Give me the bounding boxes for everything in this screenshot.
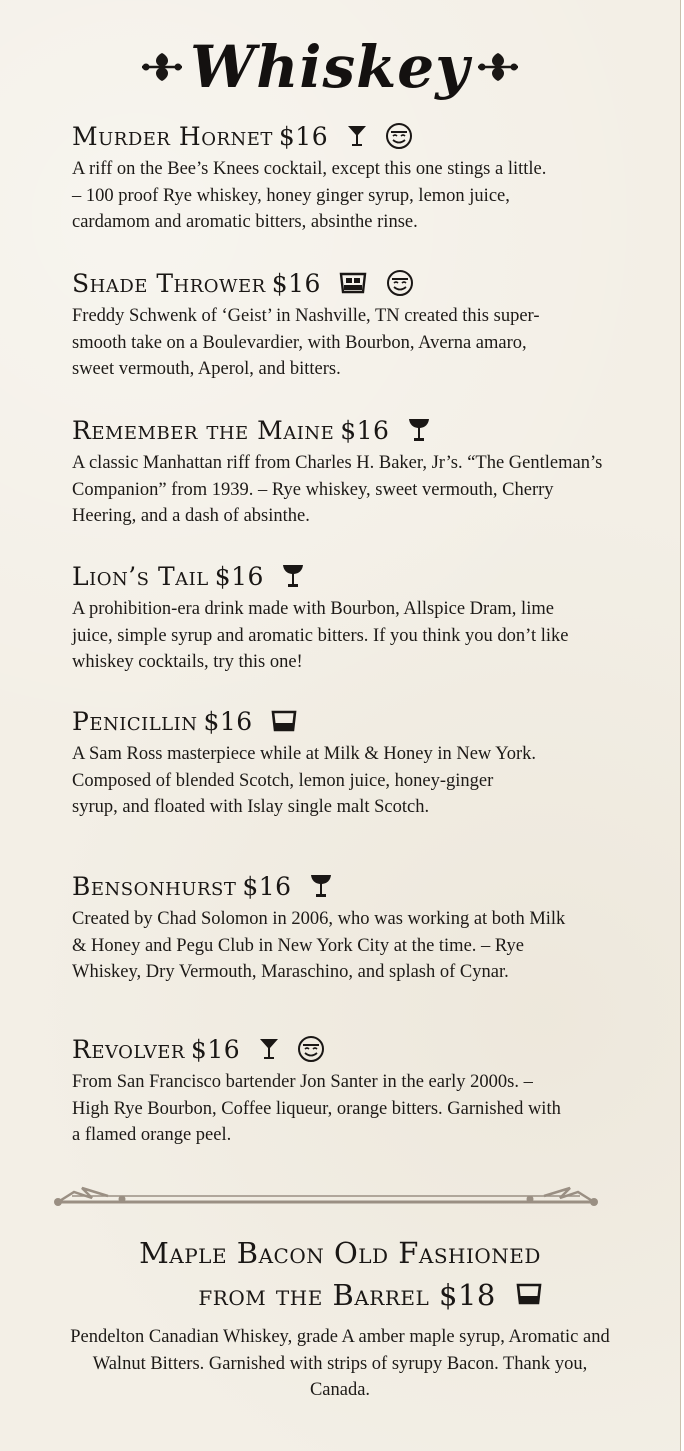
featured-item-title [40,1232,640,1316]
coupe-glass-icon [282,563,304,589]
menu-item [72,414,632,530]
section-header [0,22,660,112]
menu-item-heading [72,705,632,739]
featured-item-title-line2: from the Barrel [198,1278,430,1312]
smiling-face-icon [385,122,413,150]
section-title: Whiskey [190,33,470,101]
menu-item-heading [72,870,632,904]
featured-item-title-line1: Maple Bacon Old Fashioned [139,1236,541,1270]
featured-item [40,1232,640,1404]
coupe-glass-icon [310,873,332,899]
menu-item-name: Remember the Maine [72,416,335,445]
ornamental-divider [52,1184,600,1218]
menu-item-price: $16 [278,122,329,151]
menu-item-description: From San Francisco bartender Jon Santer in the early 2000s. – High Rye Bourbon, Coffee liqueur, orange bitters. Garnished with a flamed orange peel. [72,1072,561,1145]
menu-item [72,120,632,236]
martini-glass-icon [347,124,367,148]
menu-item-name: Penicillin [72,707,198,736]
menu-item-heading [72,120,632,154]
menu-item-price: $16 [271,269,321,298]
rocks-glass-with-ice-icon [339,272,367,294]
menu-item-name: Murder Hornet [72,122,273,151]
menu-item [72,870,632,986]
right-flourish-icon [474,47,522,87]
smiling-face-icon [386,269,414,297]
featured-item-price: $18 [439,1278,496,1312]
menu-item-description: A prohibition-era drink made with Bourbon, Allspice Dram, lime juice, simple syrup and aromatic bitters. If you think you don’t like whiskey cocktails, try this one! [72,599,569,672]
menu-item-heading [72,560,632,594]
menu-item-name: Lion’s Tail [72,562,209,591]
coupe-glass-icon [408,417,430,443]
martini-glass-icon [259,1037,279,1061]
menu-item-description: A riff on the Bee’s Knees cocktail, except this one stings a little. – 100 proof Rye whiskey, honey ginger syrup, lemon juice, cardamom and aromatic bitters, absinthe rinse. [72,159,547,232]
menu-item-price: $16 [214,562,264,591]
menu-item [72,560,632,676]
menu-item-price: $16 [203,707,253,736]
menu-item-heading [72,414,632,448]
menu-item-description: A Sam Ross masterpiece while at Milk & Honey in New York. Composed of blended Scotch, lemon juice, honey-ginger syrup, and floated with Islay single malt Scotch. [72,744,536,817]
featured-item-description: Pendelton Canadian Whiskey, grade A amber maple syrup, Aromatic and Walnut Bitters. Garnished with strips of syrupy Bacon. Thank you, Canada. [70,1327,610,1400]
menu-item-name: Revolver [72,1035,185,1064]
menu-item-name: Shade Thrower [72,269,266,298]
menu-item-heading [72,267,632,301]
menu-item-price: $16 [340,416,390,445]
menu-item-price: $16 [242,872,292,901]
rocks-glass-icon [516,1283,542,1305]
smiling-face-icon [297,1035,325,1063]
menu-item-heading [72,1033,632,1067]
menu-item [72,1033,632,1149]
menu-item-description: Freddy Schwenk of ‘Geist’ in Nashville, TN created this super-smooth take on a Boulevardier, with Bourbon, Averna amaro, sweet vermouth, Aperol, and bitters. [72,306,540,379]
menu-item-description: Created by Chad Solomon in 2006, who was working at both Milk & Honey and Pegu Club in New York City at the time. – Rye Whiskey, Dry Vermouth, Maraschino, and splash of Cynar. [72,909,566,982]
featured-item-title-line2-row [40,1274,640,1316]
menu-item [72,267,632,383]
rocks-glass-icon [271,710,297,732]
left-flourish-icon [138,47,186,87]
menu-item-name: Bensonhurst [72,872,237,901]
menu-item [72,705,632,821]
menu-item-description: A classic Manhattan riff from Charles H. Baker, Jr’s. “The Gentleman’s Companion” from 1939. – Rye whiskey, sweet vermouth, Cherry Heering, and a dash of absinthe. [72,453,603,526]
menu-item-price: $16 [190,1035,241,1064]
